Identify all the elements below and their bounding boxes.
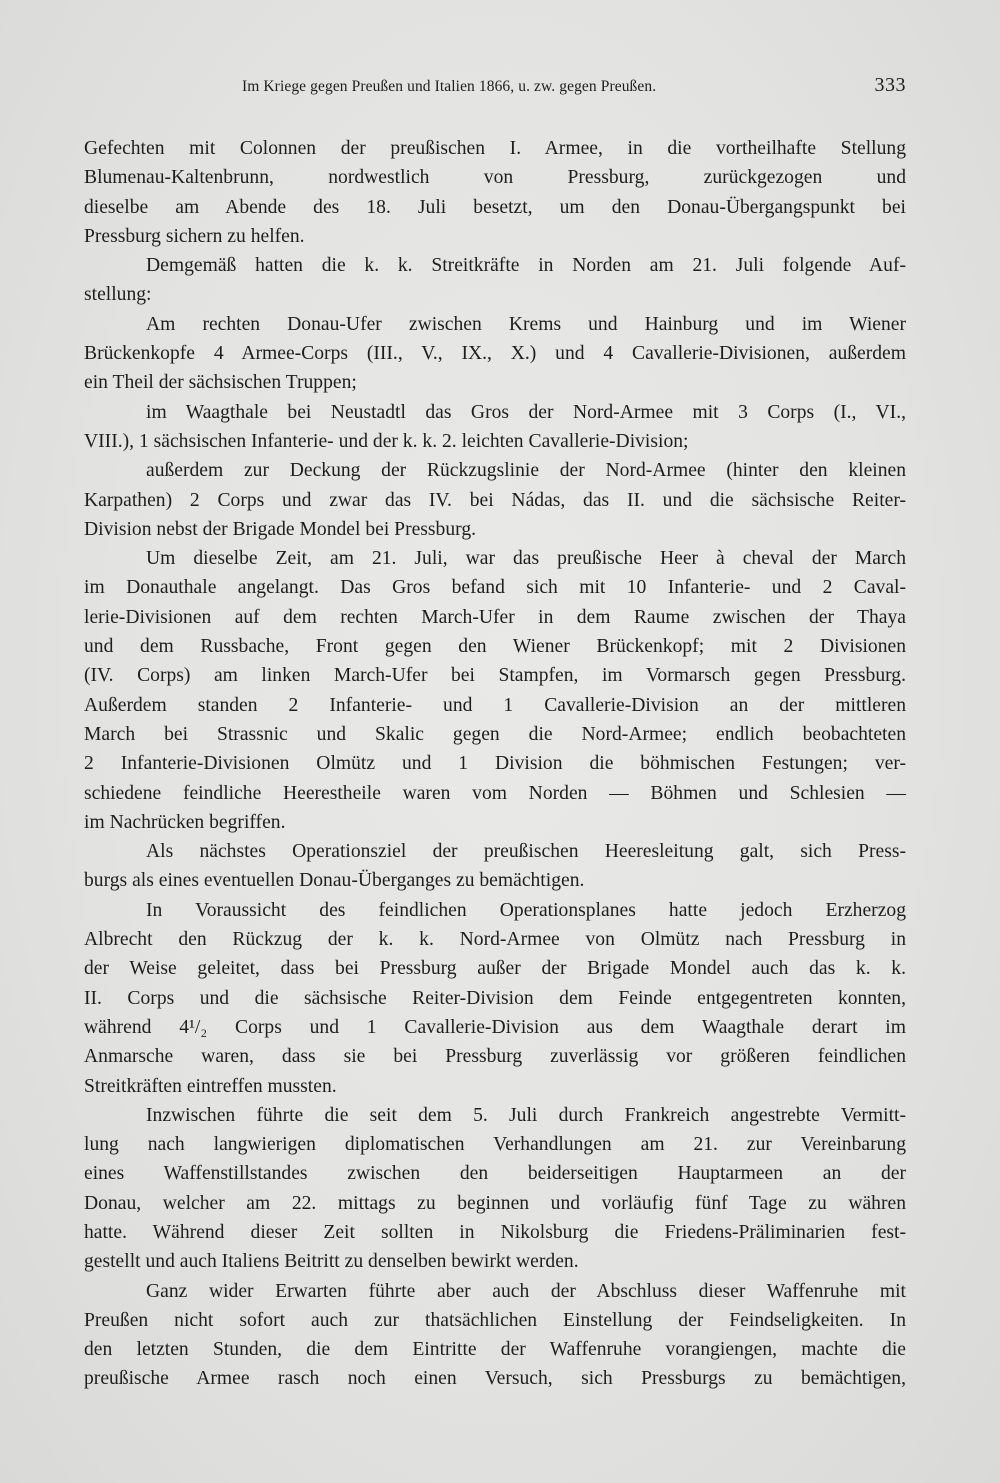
text-line: March bei Strassnic und Skalic gegen die Nord-Armee; endlich beobachteten [84,723,906,745]
body-text [84,134,906,1394]
text-line: und dem Russbache, Front gegen den Wiener Brückenkopf; mit 2 Divisionen [84,636,906,658]
text-line: stellung: [84,284,152,306]
text-line: In Voraussicht des feindlichen Operationsplanes hatte jedoch Erzherzog [146,899,906,921]
text-line: im Donauthale angelangt. Das Gros befand sich mit 10 Infanterie- und 2 Caval- [84,577,906,599]
text-line: Außerdem standen 2 Infanterie- und 1 Cavallerie-Division an der mittleren [84,694,906,716]
text-line: Preußen nicht sofort auch zur thatsächlichen Einstellung der Feindseligkeiten. In [84,1309,906,1331]
page-number: 333 [874,74,906,96]
text-line: Demgemäß hatten die k. k. Streitkräfte in Norden am 21. Juli folgende Auf- [146,255,906,277]
text-line: hatte. Während dieser Zeit sollten in Nikolsburg die Friedens-Präliminarien fest- [84,1221,906,1243]
text-line: Gefechten mit Colonnen der preußischen I. Armee, in die vortheilhafte Stellung [84,138,906,159]
running-title: Im Kriege gegen Preußen und Italien 1866, u. zw. gegen Preußen. [242,78,657,95]
text-line: Blumenau-Kaltenbrunn, nordwestlich von Pressburg, zurückgezogen und [84,167,906,189]
text-line: schiedene feindliche Heerestheile waren vom Norden — Böhmen und Schlesien — [84,782,906,804]
text-line: Brückenkopfe 4 Armee-Corps (III., V., IX., X.) und 4 Cavallerie-Divisionen, außerdem [84,343,906,365]
text-line: eines Waffenstillstandes zwischen den beiderseitigen Hauptarmeen an der [84,1163,906,1185]
page-header [84,74,906,104]
text-line: den letzten Stunden, die dem Eintritte der Waffenruhe vorangiengen, machte die [84,1339,906,1361]
text-line: im Nachrücken begriffen. [84,811,286,833]
text-line: Am rechten Donau-Ufer zwischen Krems und Hainburg und im Wiener [146,313,906,335]
text-line: lung nach langwierigen diplomatischen Verhandlungen am 21. zur Vereinbarung [84,1134,906,1156]
text-line: der Weise geleitet, dass bei Pressburg außer der Brigade Mondel auch das k. k. [84,958,906,980]
text-line: Ganz wider Erwarten führte aber auch der Abschluss dieser Waffenruhe mit [146,1280,906,1302]
text-line: lerie-Divisionen auf dem rechten March-Ufer in dem Raume zwischen der Thaya [84,606,906,628]
text-line: Um dieselbe Zeit, am 21. Juli, war das preußische Heer à cheval der March [146,548,906,570]
text-line: Als nächstes Operationsziel der preußischen Heeresleitung galt, sich Press- [146,841,906,863]
text-line: Division nebst der Brigade Mondel bei Pressburg. [84,518,477,540]
text-line: außerdem zur Deckung der Rückzugslinie der Nord-Armee (hinter den kleinen [146,460,906,482]
text-line: ein Theil der sächsischen Truppen; [84,372,357,394]
text-line: Anmarsche waren, dass sie bei Pressburg zuverlässig vor größeren feindlichen [84,1046,906,1068]
text-line: Donau, welcher am 22. mittags zu beginnen und vorläufig fünf Tage zu währen [84,1192,906,1214]
text-line: (IV. Corps) am linken March-Ufer bei Stampfen, im Vormarsch gegen Pressburg. [84,665,906,687]
text-line: Streitkräften eintreffen mussten. [84,1075,337,1097]
text-line: während 4¹/₂ Corps und 1 Cavallerie-Division aus dem Waagthale derart im [84,1016,906,1038]
text-line: Inzwischen führte die seit dem 5. Juli durch Frankreich angestrebte Vermitt- [146,1104,906,1126]
text-line: VIII.), 1 sächsischen Infanterie- und der k. k. 2. leichten Cavallerie-Division; [84,430,689,452]
text-line: im Waagthale bei Neustadtl das Gros der Nord-Armee mit 3 Corps (I., VI., [146,401,906,423]
text-line: Pressburg sichern zu helfen. [84,225,305,247]
text-line: Albrecht den Rückzug der k. k. Nord-Armee von Olmütz nach Pressburg in [84,929,906,951]
text-line: 2 Infanterie-Divisionen Olmütz und 1 Division die böhmischen Festungen; ver- [84,753,906,775]
text-line: preußische Armee rasch noch einen Versuch, sich Pressburgs zu bemächtigen, [84,1368,906,1390]
text-line: gestellt und auch Italiens Beitritt zu denselben bewirkt werden. [84,1251,579,1273]
text-line: II. Corps und die sächsische Reiter-Division dem Feinde entgegentreten konnten, [84,987,906,1009]
text-line: burgs als eines eventuellen Donau-Überganges zu bemächtigen. [84,870,585,892]
text-line: Karpathen) 2 Corps und zwar das IV. bei Nádas, das II. und die sächsische Reiter- [84,489,906,511]
text-line: dieselbe am Abende des 18. Juli besetzt, um den Donau-Übergangspunkt bei [84,196,906,218]
